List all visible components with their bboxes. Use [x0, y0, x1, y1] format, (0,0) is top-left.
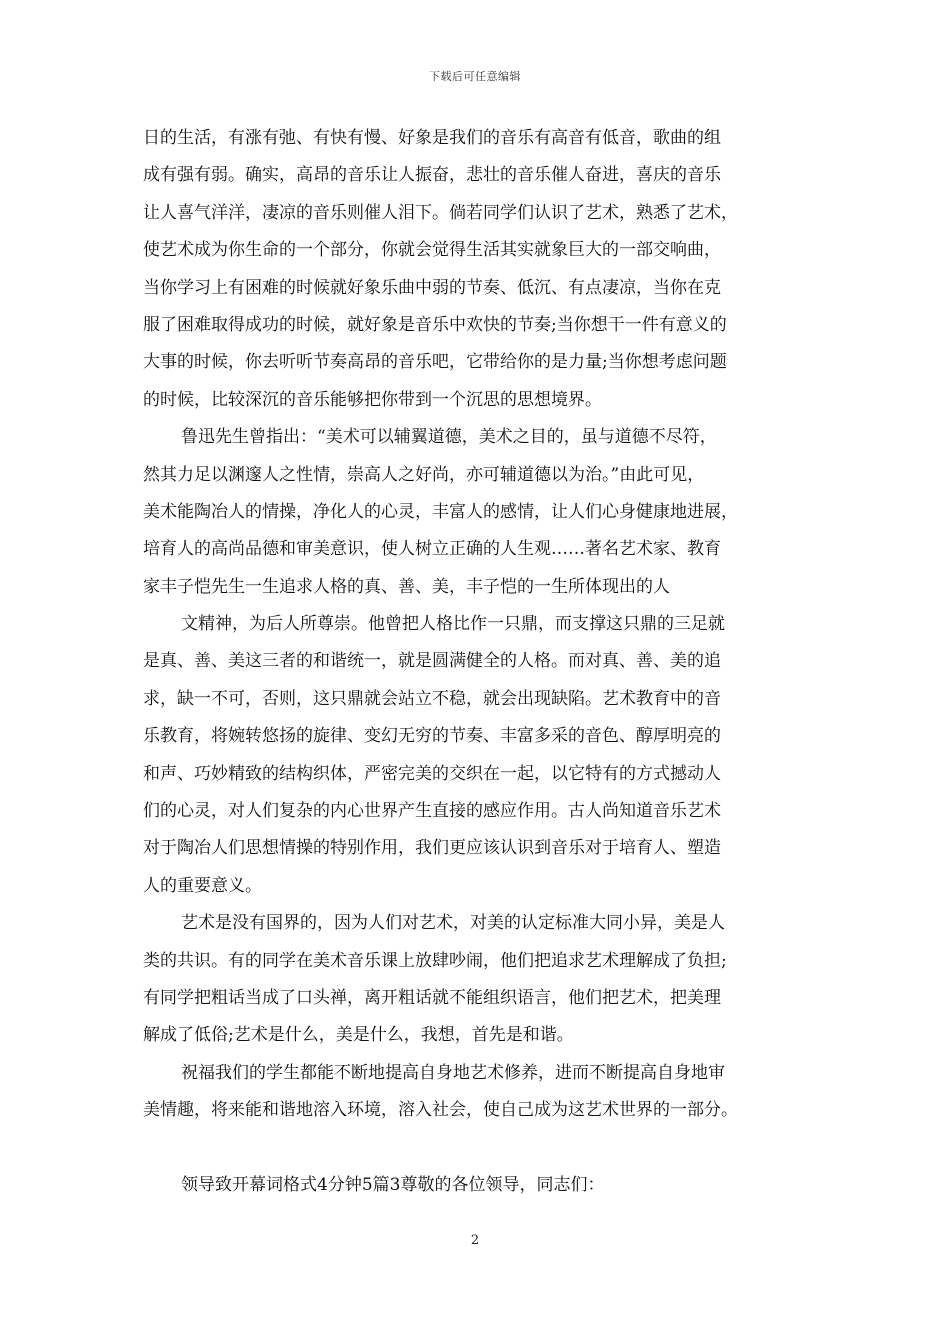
- text-line: 美术能陶冶人的情操，净化人的心灵，丰富人的感情，让人们心身健康地进展，: [143, 501, 738, 522]
- paragraph: [143, 120, 809, 419]
- text-line: 使艺术成为你生命的一个部分，你就会觉得生活其实就象巨大的一部交响曲，: [143, 240, 721, 261]
- text-line: 让人喜气洋洋，凄凉的音乐则催人泪下。倘若同学们认识了艺术，熟悉了艺术，: [143, 202, 738, 223]
- document-body: [143, 120, 809, 1204]
- paragraph: [143, 419, 809, 606]
- text-line: 的时候，比较深沉的音乐能够把你带到一个沉思的思想境界。: [143, 389, 602, 410]
- text-line: 是真、善、美这三者的和谐统一，就是圆满健全的人格。而对真、善、美的追: [143, 651, 721, 672]
- text-line: 鲁迅先生曾指出：“美术可以辅翼道德，美术之目的，虽与道德不尽符，: [181, 427, 717, 448]
- text-line: 祝福我们的学生都能不断地提高自身地艺术修养，进而不断提高自身地审: [181, 1062, 725, 1083]
- text-line: 服了困难取得成功的时候，就好象是音乐中欢快的节奏;当你想干一件有意义的: [143, 314, 727, 335]
- text-line: 家丰子恺先生一生追求人格的真、善、美，丰子恺的一生所体现出的人: [143, 576, 670, 597]
- blank-line: [143, 1130, 809, 1167]
- text-line: 类的共识。有的同学在美术音乐课上放肆吵闹，他们把追求艺术理解成了负担;: [143, 950, 727, 971]
- text-line: 美情趣，将来能和谐地溶入环境，溶入社会，使自己成为这艺术世界的一部分。: [143, 1100, 738, 1121]
- text-line: 日的生活，有涨有弛、有快有慢、好象是我们的音乐有高音有低音，歌曲的组: [143, 128, 721, 148]
- text-line: 乐教育，将婉转悠扬的旋律、变幻无穷的节奏、丰富多采的音色、醇厚明亮的: [143, 726, 721, 747]
- text-line: 求，缺一不可，否则，这只鼎就会站立不稳，就会出现缺陷。艺术教育中的音: [143, 688, 721, 709]
- text-line: 大事的时候，你去听听节奏高昂的音乐吧，它带给你的是力量;当你想考虑问题: [143, 352, 727, 373]
- text-line: 解成了低俗;艺术是什么，美是什么，我想，首先是和谐。: [143, 1025, 574, 1046]
- text-line: 艺术是没有国界的，因为人们对艺术，对美的认定标准大同小异，美是人: [181, 913, 725, 934]
- page-number: 2: [470, 1233, 480, 1248]
- text-line: 有同学把粗话当成了口头禅，离开粗话就不能组织语言，他们把艺术，把美理: [143, 987, 721, 1008]
- paragraph: [143, 905, 809, 1055]
- page-header: 下载后可任意编辑: [429, 70, 521, 83]
- text-line: 当你学习上有困难的时候就好象乐曲中弱的节奏、低沉、有点凄凉，当你在克: [143, 277, 721, 298]
- text-line: 文精神，为后人所尊崇。他曾把人格比作一只鼎，而支撑这只鼎的三足就: [181, 614, 725, 635]
- text-line: 成有强有弱。确实，高昂的音乐让人振奋，悲壮的音乐催人奋进，喜庆的音乐: [143, 165, 721, 186]
- paragraph: [143, 1055, 809, 1130]
- text-line: 培育人的高尚品德和审美意识，使人树立正确的人生观……著名艺术家、教育: [143, 539, 721, 560]
- closing-line: 领导致开幕词格式4分钟5篇3尊敬的各位领导，同志们：: [181, 1174, 605, 1195]
- text-line: 然其力足以渊邃人之性情，崇高人之好尚，亦可辅道德以为治。”由此可见，: [143, 464, 705, 485]
- text-line: 人的重要意义。: [143, 875, 262, 896]
- text-line: 们的心灵，对人们复杂的内心世界产生直接的感应作用。古人尚知道音乐艺术: [143, 801, 721, 822]
- text-line: 和声、巧妙精致的结构织体，严密完美的交织在一起，以它特有的方式撼动人: [143, 763, 721, 784]
- text-line: 对于陶冶人们思想情操的特别作用，我们更应该认识到音乐对于培育人、塑造: [143, 838, 721, 859]
- paragraph: [143, 606, 809, 905]
